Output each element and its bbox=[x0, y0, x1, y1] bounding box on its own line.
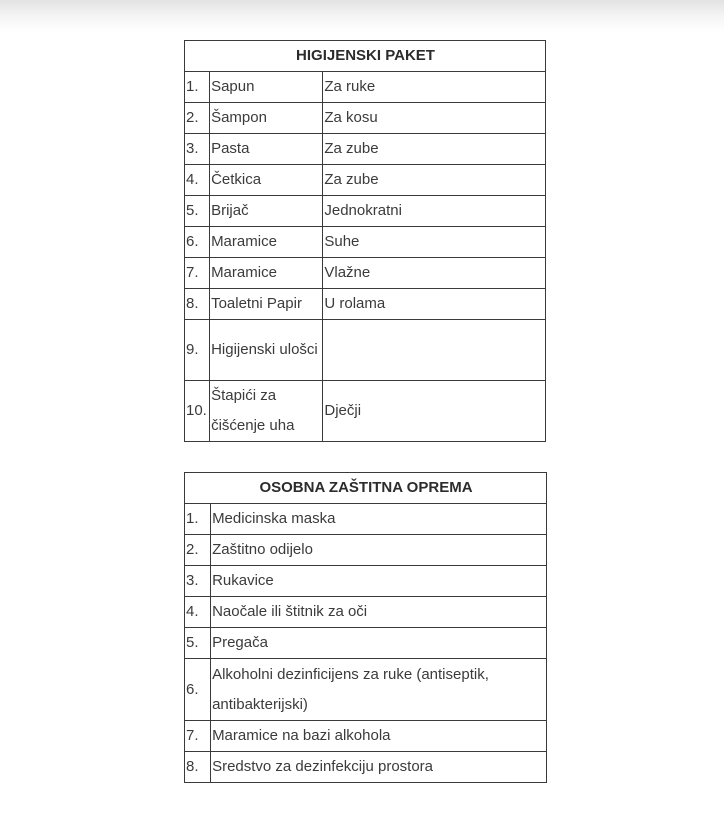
row-number: 5. bbox=[185, 196, 210, 227]
item-name: Naočale ili štitnik za oči bbox=[211, 597, 547, 628]
table-row bbox=[185, 597, 547, 628]
table-row bbox=[185, 504, 547, 535]
item-description: Za zube bbox=[323, 165, 546, 196]
item-name: Brijač bbox=[210, 196, 323, 227]
row-number: 4. bbox=[185, 597, 211, 628]
table-row bbox=[185, 320, 546, 381]
table-row bbox=[185, 165, 546, 196]
table-row bbox=[185, 227, 546, 258]
item-name: Toaletni Papir bbox=[210, 289, 323, 320]
table-row bbox=[185, 196, 546, 227]
item-name: Medicinska maska bbox=[211, 504, 547, 535]
item-description: U rolama bbox=[323, 289, 546, 320]
hygiene-table-title: HIGIJENSKI PAKET bbox=[185, 41, 546, 72]
table-row bbox=[185, 134, 546, 165]
row-number: 9. bbox=[185, 320, 210, 381]
item-name: Sredstvo za dezinfekciju prostora bbox=[211, 752, 547, 783]
table-row bbox=[185, 628, 547, 659]
item-description: Jednokratni bbox=[323, 196, 546, 227]
row-number: 10. bbox=[185, 381, 210, 442]
row-number: 3. bbox=[185, 134, 210, 165]
item-description: Za kosu bbox=[323, 103, 546, 134]
row-number: 7. bbox=[185, 258, 210, 289]
item-description: Vlažne bbox=[323, 258, 546, 289]
row-number: 8. bbox=[185, 752, 211, 783]
item-name: Maramice bbox=[210, 227, 323, 258]
row-number: 6. bbox=[185, 227, 210, 258]
item-name: Pregača bbox=[211, 628, 547, 659]
item-name: Maramice na bazi alkohola bbox=[211, 721, 547, 752]
protective-equipment-table bbox=[184, 472, 547, 783]
item-name: Sapun bbox=[210, 72, 323, 103]
row-number: 1. bbox=[185, 72, 210, 103]
item-description: Za zube bbox=[323, 134, 546, 165]
table-row bbox=[185, 659, 547, 721]
item-description bbox=[323, 320, 546, 381]
table-row bbox=[185, 289, 546, 320]
item-name: Maramice bbox=[210, 258, 323, 289]
table-row bbox=[185, 381, 546, 442]
row-number: 4. bbox=[185, 165, 210, 196]
row-number: 8. bbox=[185, 289, 210, 320]
table-row bbox=[185, 566, 547, 597]
item-name: Šampon bbox=[210, 103, 323, 134]
row-number: 3. bbox=[185, 566, 211, 597]
item-name: Pasta bbox=[210, 134, 323, 165]
row-number: 1. bbox=[185, 504, 211, 535]
row-number: 7. bbox=[185, 721, 211, 752]
item-description: Suhe bbox=[323, 227, 546, 258]
ppe-table-title: OSOBNA ZAŠTITNA OPREMA bbox=[185, 473, 547, 504]
item-name: Četkica bbox=[210, 165, 323, 196]
item-name: Štapići za čišćenje uha bbox=[210, 381, 323, 442]
item-description: Za ruke bbox=[323, 72, 546, 103]
hygiene-kit-table bbox=[184, 40, 546, 442]
row-number: 5. bbox=[185, 628, 211, 659]
row-number: 2. bbox=[185, 535, 211, 566]
item-name: Zaštitno odijelo bbox=[211, 535, 547, 566]
table-row bbox=[185, 72, 546, 103]
row-number: 6. bbox=[185, 659, 211, 721]
table-row bbox=[185, 258, 546, 289]
row-number: 2. bbox=[185, 103, 210, 134]
table-row bbox=[185, 535, 547, 566]
item-name: Higijenski ulošci bbox=[210, 320, 323, 381]
item-name: Rukavice bbox=[211, 566, 547, 597]
table-header-row bbox=[185, 473, 547, 504]
table-row bbox=[185, 103, 546, 134]
table-row bbox=[185, 721, 547, 752]
table-header-row bbox=[185, 41, 546, 72]
table-row bbox=[185, 752, 547, 783]
item-name: Alkoholni dezinficijens za ruke (antiseptik, antibakterijski) bbox=[211, 659, 547, 721]
item-description: Dječji bbox=[323, 381, 546, 442]
